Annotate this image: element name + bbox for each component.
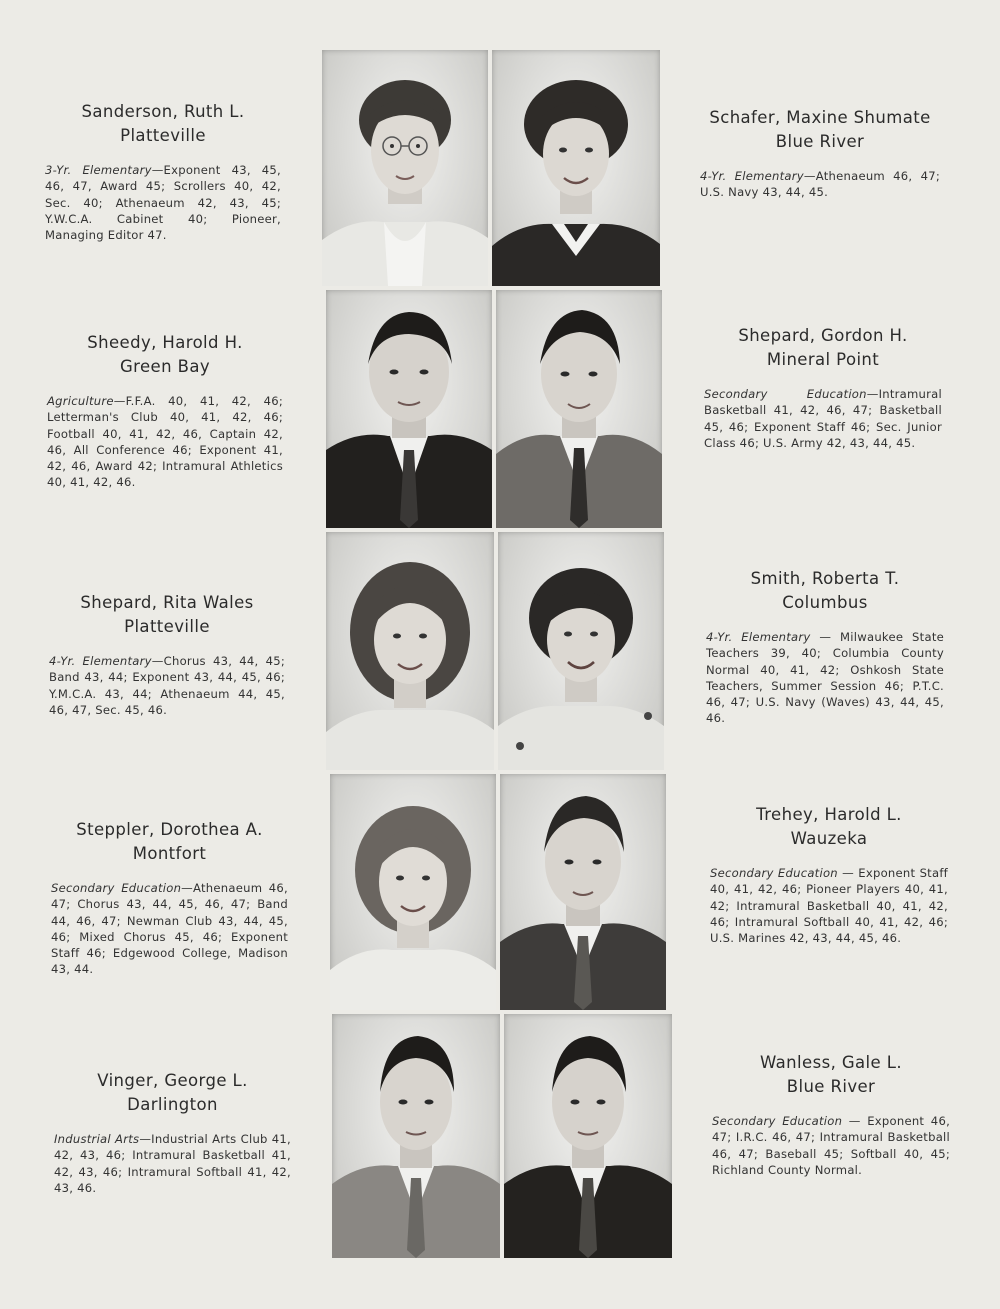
student-major: Secondary Education: [710, 866, 838, 880]
entry-schafer: [700, 106, 940, 201]
student-name: Wanless, Gale L.: [760, 1053, 902, 1072]
student-activities: Industrial Arts—Industrial Arts Club 41, 42, 43, 46; Intramural Basketball 41, 42, 43, 46; Intramural Softball 41, 42, 43, 46.: [54, 1132, 291, 1195]
entry-shepard-gordon: [704, 324, 942, 451]
student-hometown: Blue River: [775, 132, 865, 151]
student-hometown: Green Bay: [119, 357, 210, 376]
student-name: Vinger, George L.: [97, 1071, 248, 1090]
portrait-trehey: [500, 774, 666, 1010]
activities-text: Industrial Arts Club 41, 42, 43, 46; Intramural Basketball 41, 42, 43, 46; Intramural Softball 41, 42, 43, 46.: [54, 1132, 291, 1195]
entry-vinger: [54, 1069, 291, 1196]
student-major: 3-Yr. Elementary: [45, 163, 152, 177]
activities-text: Athenaeum 46, 47; Chorus 43, 44, 45, 46, 47; Band 44, 46, 47; Newman Club 43, 44, 45, 46; Mixed Chorus 45, 46; Exponent Staff 46; Edgewood College, Madison 43, 44.: [51, 881, 288, 977]
student-hometown: Wauzeka: [790, 829, 868, 848]
student-activities: 4-Yr. Elementary — Milwaukee State Teachers 39, 40; Columbia County Normal 40, 41, 42; Oshkosh State Teachers, Summer Session 46; P.T.C. 46, 47; U.S. Navy (Waves) 43, 44, 45, 46.: [706, 630, 944, 726]
entry-sanderson: [45, 100, 281, 243]
activities-text: Exponent 46, 47; I.R.C. 46, 47; Intramural Basketball 46, 47; Baseball 45; Softball 40, 45; Richland County Normal.: [712, 1114, 951, 1177]
portrait-sheedy: [326, 290, 492, 528]
student-major: Secondary Education: [51, 881, 182, 895]
activities-text: Milwaukee State Teachers 39, 40; Columbia County Normal 40, 41, 42; Oshkosh State Teachers, Summer Session 46; P.T.C. 46, 47; U.S. Navy (Waves) 43, 44, 45, 46.: [706, 630, 944, 726]
portrait-smith: [498, 532, 664, 770]
portrait-wanless: [504, 1014, 672, 1258]
student-name: Shepard, Rita Wales: [80, 593, 254, 612]
activities-text: Chorus 43, 44, 45; Band 43, 44; Exponent 43, 44, 45, 46; Y.M.C.A. 43, 44; Athenaeum 44, 45, 46, 47, Sec. 45, 46.: [49, 654, 285, 717]
entry-shepard-rita: [49, 591, 285, 718]
student-activities: Secondary Education — Exponent 46, 47; I.R.C. 46, 47; Intramural Basketball 46, 47; Baseball 45; Softball 40, 45; Richland County Normal.: [712, 1114, 951, 1177]
student-hometown: Darlington: [127, 1095, 218, 1114]
student-hometown: Platteville: [124, 617, 210, 636]
student-major: Agriculture: [47, 394, 114, 408]
student-activities: 3-Yr. Elementary—Exponent 43, 45, 46, 47, Award 45; Scrollers 40, 42, Sec. 40; Athenaeum 42, 43, 45; Y.W.C.A. Cabinet 40; Pioneer, Managing Editor 47.: [45, 163, 281, 243]
student-hometown: Mineral Point: [766, 350, 880, 369]
student-activities: Secondary Education — Exponent Staff 40, 41, 42, 46; Pioneer Players 40, 41, 42; Intramural Basketball 40, 41, 42, 46; Intramural Softball 40, 41, 42, 46; U.S. Marines 42, 43, 44, 45, 46.: [710, 866, 948, 946]
student-name: Schafer, Maxine Shumate: [709, 108, 931, 127]
portrait-schafer: [492, 50, 660, 286]
entry-trehey: [710, 803, 948, 946]
portrait-vinger: [332, 1014, 500, 1258]
student-activities: 4-Yr. Elementary—Athenaeum 46, 47; U.S. Navy 43, 44, 45.: [700, 169, 940, 200]
student-activities: Secondary Education—Intramural Basketball 41, 42, 46, 47; Basketball 45, 46; Exponent Staff 46; Sec. Junior Class 46; U.S. Army 42, 43, 44, 45.: [704, 387, 942, 450]
student-hometown: Columbus: [782, 593, 868, 612]
entry-steppler: [51, 818, 288, 978]
activities-text: Exponent 43, 45, 46, 47, Award 45; Scrollers 40, 42, Sec. 40; Athenaeum 42, 43, 45; Y.W.C.A. Cabinet 40; Pioneer, Managing Editor 47.: [45, 163, 281, 243]
activities-text: Athenaeum 46, 47; U.S. Navy 43, 44, 45.: [700, 169, 940, 200]
student-major: 4-Yr. Elementary: [706, 630, 811, 644]
portrait-steppler: [330, 774, 496, 1010]
student-hometown: Blue River: [786, 1077, 876, 1096]
student-name: Shepard, Gordon H.: [738, 326, 908, 345]
student-major: 4-Yr. Elementary: [700, 169, 804, 183]
student-major: Industrial Arts: [54, 1132, 140, 1146]
student-activities: Secondary Education—Athenaeum 46, 47; Chorus 43, 44, 45, 46, 47; Band 44, 46, 47; Newman Club 43, 44, 45, 46; Mixed Chorus 45, 46; Exponent Staff 46; Edgewood College, Madison 43, 44.: [51, 881, 288, 977]
entry-wanless: [712, 1051, 950, 1178]
activities-text: F.F.A. 40, 41, 42, 46; Letterman's Club 40, 41, 42, 46; Football 40, 41, 42, 46, Captain 42, 46, All Conference 46; Exponent 41, 42, 46, Award 42; Intramural Athletics 40, 41, 42, 46.: [47, 394, 283, 490]
student-major: 4-Yr. Elementary: [49, 654, 152, 668]
activities-text: Exponent Staff 40, 41, 42, 46; Pioneer Players 40, 41, 42; Intramural Basketball 40, 41, 42, 46; Intramural Softball 40, 41, 42, 46; U.S. Marines 42, 43, 44, 45, 46.: [710, 866, 948, 946]
entry-smith: [706, 567, 944, 727]
student-activities: Agriculture—F.F.A. 40, 41, 42, 46; Letterman's Club 40, 41, 42, 46; Football 40, 41, 42, 46, Captain 42, 46, All Conference 46; Exponent 41, 42, 46, Award 42; Intramural Athletics 40, 41, 42, 46.: [47, 394, 283, 490]
student-major: Secondary Education: [704, 387, 867, 401]
student-hometown: Platteville: [120, 126, 206, 145]
student-hometown: Montfort: [132, 844, 207, 863]
student-major: Secondary Education: [712, 1114, 843, 1128]
activities-text: Intramural Basketball 41, 42, 46, 47; Basketball 45, 46; Exponent Staff 46; Sec. Junior Class 46; U.S. Army 42, 43, 44, 45.: [704, 387, 942, 450]
student-name: Sheedy, Harold H.: [87, 333, 243, 352]
entry-sheedy: [47, 331, 283, 491]
student-name: Sanderson, Ruth L.: [81, 102, 245, 121]
portrait-shepard-rita: [326, 532, 494, 770]
student-name: Trehey, Harold L.: [756, 805, 902, 824]
student-name: Smith, Roberta T.: [750, 569, 900, 588]
student-name: Steppler, Dorothea A.: [76, 820, 263, 839]
portrait-sanderson: [322, 50, 488, 286]
portrait-shepard-gordon: [496, 290, 662, 528]
student-activities: 4-Yr. Elementary—Chorus 43, 44, 45; Band 43, 44; Exponent 43, 44, 45, 46; Y.M.C.A. 43, 44; Athenaeum 44, 45, 46, 47, Sec. 45, 46.: [49, 654, 285, 717]
